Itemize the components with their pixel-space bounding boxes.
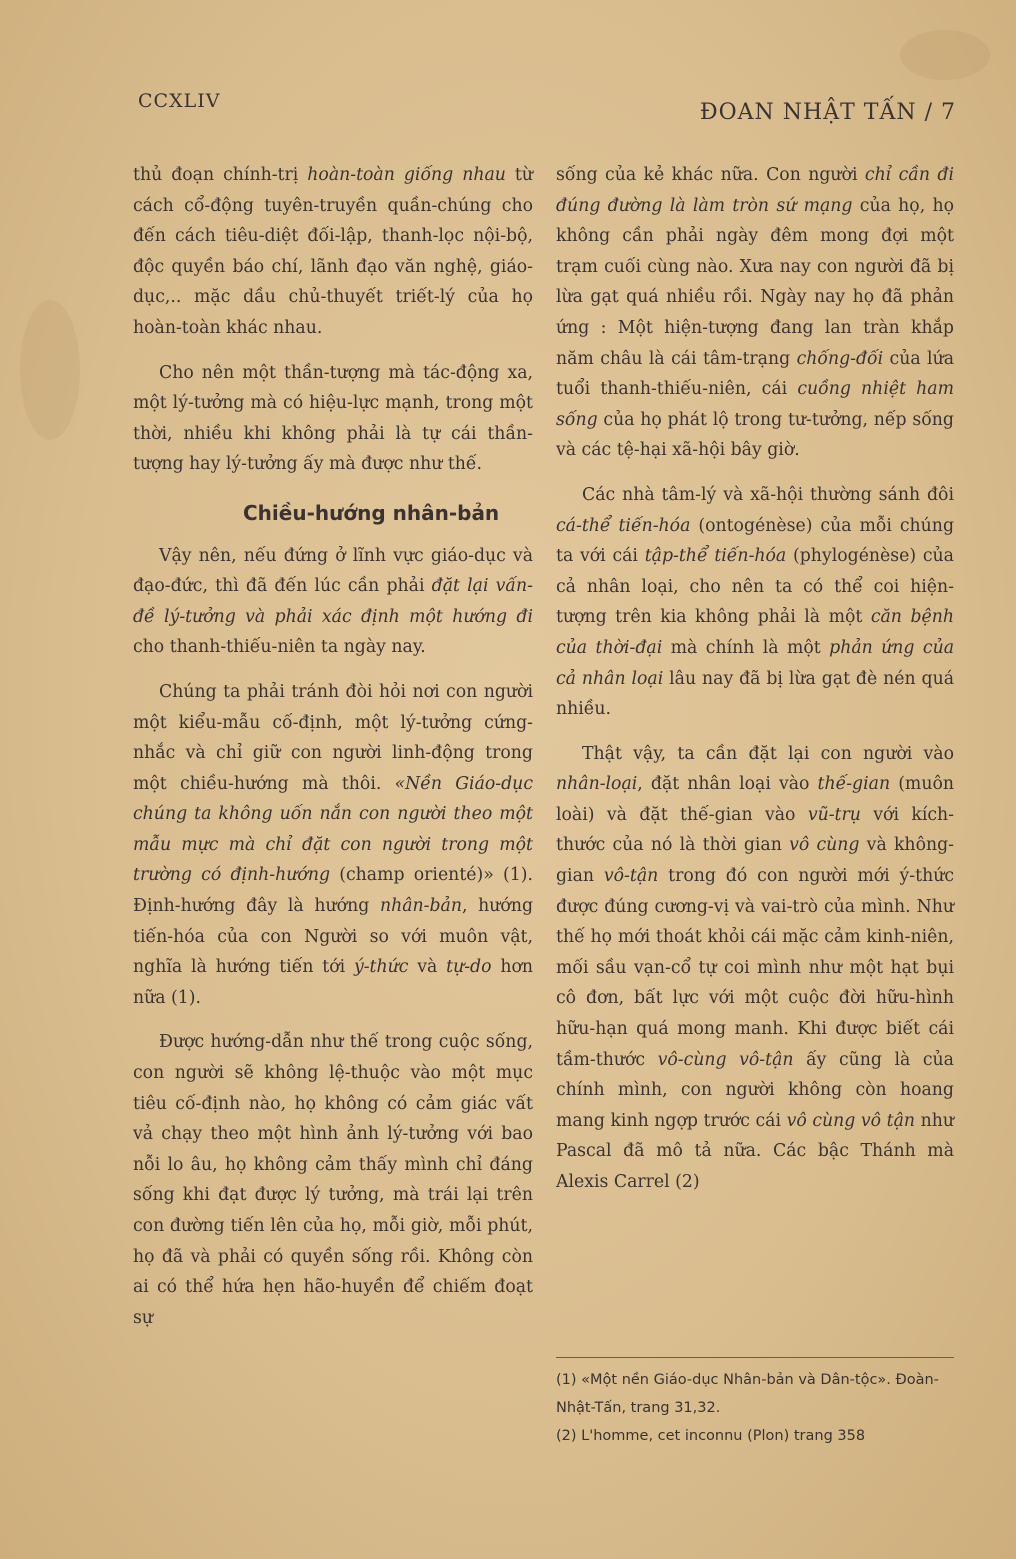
- emphasis: phản ứng của cả nhân loại: [556, 637, 955, 689]
- left-column: [133, 160, 533, 1347]
- paragraph: sống của kẻ khác nữa. Con người chỉ cần đi đúng đường là làm tròn sứ mạng của họ, họ không cần phải ngày đêm mong đợi một trạm cuối cùng nào. Xưa nay con người đã bị lừa gạt quá nhiều rồi. Ngày nay họ đã phản ứng : Một hiện-tượng đang lan tràn khắp năm châu là cái tâm-trạng chống-đối của lứa tuổi thanh-thiếu-niên, cái cuồng nhiệt ham sống của họ phát lộ trong tư-tưởng, nếp sống và các tệ-hại xã-hội bây giờ.: [556, 165, 955, 461]
- emphasis: ý-thức: [353, 957, 409, 978]
- emphasis: chỉ cần đi đúng đường là làm tròn sứ mạng: [556, 165, 955, 216]
- emphasis: tập-thể tiến-hóa: [644, 546, 787, 567]
- paragraph: Được hướng-dẫn như thế trong cuộc sống, con người sẽ không lệ-thuộc vào một mục tiêu cố-định nào, họ không có cảm giác vất vả chạy theo một hình ảnh lý-tưởng với bao nỗi lo âu, họ không cảm thấy mình chỉ đáng sống khi đạt được lý tưởng, mà trái lại trên con đường tiến lên của họ, mỗi giờ, mỗi phút, họ đã và phải có quyền sống rồi. Không còn ai có thể hứa hẹn hão-huyền để chiếm đoạt sự: [133, 1032, 533, 1328]
- emphasis: vũ-trụ: [807, 804, 861, 825]
- running-header: ĐOAN NHẬT TẤN / 7: [699, 100, 956, 125]
- emphasis: vô cùng vô tận: [786, 1110, 916, 1131]
- emphasis: nhân-bản: [379, 896, 462, 917]
- emphasis: đặt lại vấn-đề lý-tưởng và phải xác định một hướng đi: [133, 576, 533, 627]
- footnotes: [556, 1357, 954, 1450]
- page-number-roman: CCXLIV: [138, 90, 221, 112]
- footnote: (1) «Một nền Giáo-dục Nhân-bản và Dân-tộc». Đoàn-Nhật-Tấn, trang 31,32.: [556, 1372, 939, 1416]
- emphasis: tự-do: [446, 957, 492, 978]
- paragraph: Cho nên một thần-tượng mà tác-động xa, một lý-tưởng mà có hiệu-lực mạnh, trong một thời, nhiều khi không phải là tự cái thần-tượng hay lý-tưởng ấy mà được như thế.: [133, 362, 533, 475]
- paragraph: Các nhà tâm-lý và xã-hội thường sánh đôi cá-thể tiến-hóa (ontogénèse) của mỗi chúng ta với cái tập-thể tiến-hóa (phylogénèse) của cả nhân loại, cho nên ta có thể coi hiện-tượng trên kia không phải là một căn bệnh của thời-đại mà chính là một phản ứng của cả nhân loại lâu nay đã bị lừa gạt đè nén quá nhiều.: [556, 484, 955, 720]
- paragraph: thủ đoạn chính-trị hoàn-toàn giống nhau từ cách cổ-động tuyên-truyền quần-chúng cho đến cách tiêu-diệt đối-lập, thanh-lọc nội-bộ, độc quyền báo chí, lãnh đạo văn nghệ, giáo-dục,.. mặc dầu chủ-thuyết triết-lý của họ hoàn-toàn khác nhau.: [133, 165, 533, 338]
- emphasis: cá-thể tiến-hóa: [556, 515, 691, 536]
- paper-stain: [900, 30, 990, 80]
- emphasis: nhân-loại: [556, 774, 638, 795]
- emphasis: vô-cùng vô-tận: [657, 1049, 794, 1070]
- emphasis: vô cùng: [789, 835, 860, 856]
- footnote: (2) L'homme, cet inconnu (Plon) trang 358: [556, 1428, 866, 1444]
- emphasis: căn bệnh của thời-đại: [556, 607, 954, 658]
- quote-emphasis: «Nền Giáo-dục chúng ta không uốn nắn con người theo một mẫu mực mà chỉ đặt con người trong một trường có định-hướng: [133, 773, 533, 886]
- section-heading: Chiều-hướng nhân-bản: [243, 500, 500, 525]
- emphasis: cuồng nhiệt ham sống: [556, 379, 954, 430]
- right-column: [556, 160, 954, 1212]
- paragraph: Thật vậy, ta cần đặt lại con người vào nhân-loại, đặt nhân loại vào thế-gian (muôn loài) và đặt thế-gian vào vũ-trụ với kích-thước của nó là thời gian vô cùng và không-gian vô-tận trong đó con người mới ý-thức được đúng cương-vị và vai-trò của mình. Như thế họ mới thoát khỏi cái mặc cảm kinh-niên, mối sầu vạn-cổ tự coi mình như một hạt bụi cô đơn, bất lực với một cuộc đời hữu-hình hữu-hạn quá mong manh. Khi được biết cái tầm-thước vô-cùng vô-tận ấy cũng là của chính mình, con người không còn hoang mang kinh ngợp trước cái vô cùng vô tận như Pascal đã mô tả nữa. Các bậc Thánh mà Alexis Carrel (2): [556, 743, 955, 1192]
- emphasis: hoàn-toàn giống nhau: [307, 165, 506, 185]
- paragraph: Chúng ta phải tránh đòi hỏi nơi con người một kiểu-mẫu cố-định, một lý-tưởng cứng-nhắc và chỉ giữ con người linh-động trong một chiều-hướng mà thôi. «Nền Giáo-dục chúng ta không uốn nắn con người theo một mẫu mực mà chỉ đặt con người trong một trường có định-hướng (champ orienté)» (1). Định-hướng đây là hướng nhân-bản, hướng tiến-hóa của con Người so với muôn vật, nghĩa là hướng tiến tới ý-thức và tự-do hơn nữa (1).: [133, 681, 534, 1008]
- paragraph: Vậy nên, nếu đứng ở lĩnh vực giáo-dục và đạo-đức, thì đã đến lúc cần phải đặt lại vấn-đề lý-tưởng và phải xác định một hướng đi cho thanh-thiếu-niên ta ngày nay.: [133, 545, 533, 658]
- emphasis: chống-đối: [796, 348, 884, 369]
- emphasis: vô-tận: [603, 866, 659, 887]
- paper-stain: [20, 300, 80, 440]
- emphasis: thế-gian: [817, 774, 891, 795]
